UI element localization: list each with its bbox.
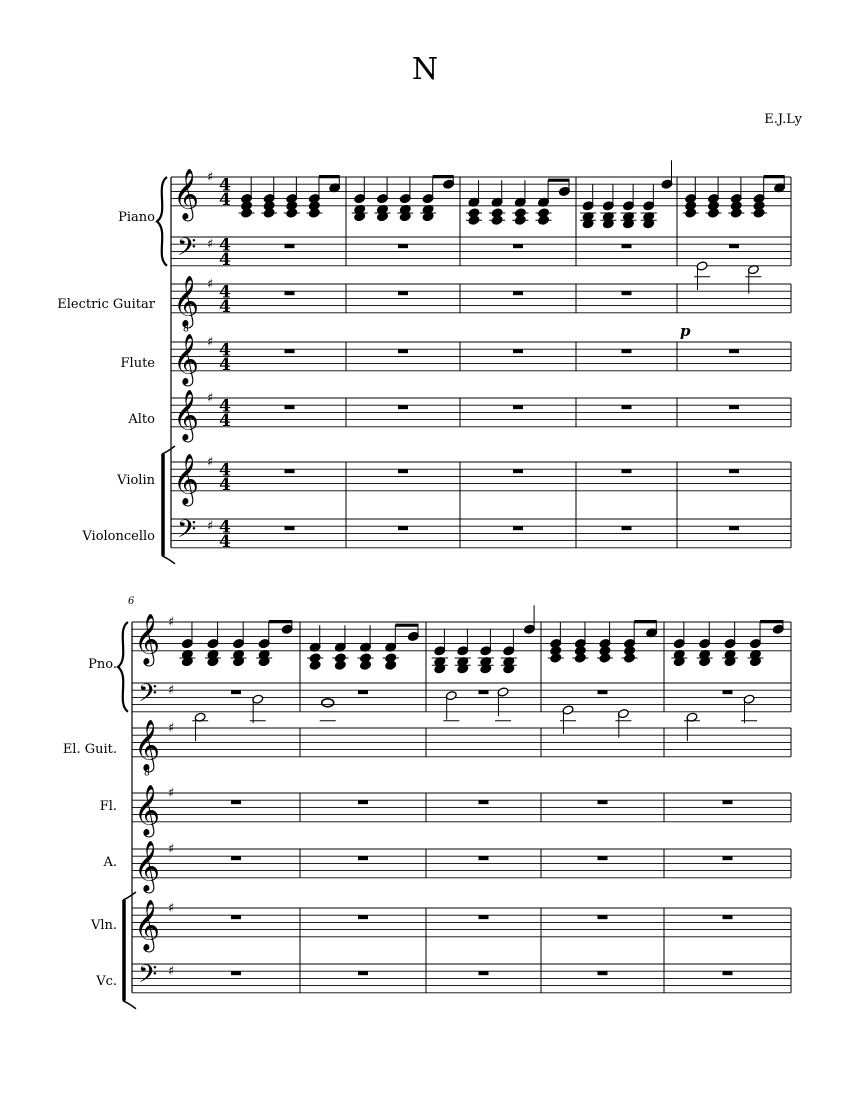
sharp-icon: ♯	[207, 455, 214, 470]
sharp-icon: ♯	[168, 786, 175, 801]
instrument-name-flute-short: Fl.	[99, 799, 117, 814]
whole-rest	[285, 349, 295, 353]
sharp-icon: ♯	[168, 721, 175, 736]
whole-rest	[513, 244, 523, 248]
bracket-end	[123, 1001, 136, 1009]
whole-rest	[729, 349, 739, 353]
treble-clef-icon: 𝄞	[134, 840, 161, 892]
instrument-name-violin: Violin	[117, 473, 155, 488]
whole-rest	[358, 800, 368, 804]
whole-rest	[285, 405, 295, 409]
instrument-name-alto: Alto	[128, 412, 155, 427]
whole-rest	[513, 291, 523, 295]
measure-number: 6	[128, 596, 135, 607]
sharp-icon: ♯	[168, 964, 175, 980]
whole-rest	[479, 915, 489, 919]
whole-rest	[358, 856, 368, 860]
time-signature-denominator: 4	[219, 354, 231, 375]
sharp-icon: ♯	[207, 170, 214, 185]
sharp-icon: ♯	[207, 391, 214, 406]
treble-clef-icon: 𝄞	[173, 453, 200, 505]
treble-clef-icon: 𝄞	[134, 784, 161, 836]
treble-clef-icon: 𝄞	[173, 333, 200, 385]
bass-clef-icon: 𝄢	[177, 233, 197, 269]
note-head	[322, 699, 334, 707]
bass-clef-icon: 𝄢	[138, 960, 158, 996]
whole-rest	[723, 690, 733, 694]
whole-rest	[622, 526, 632, 530]
whole-rest	[358, 690, 368, 694]
treble-clef-icon: 𝄞	[173, 168, 200, 220]
treble-clef-icon: 𝄞	[173, 275, 200, 327]
whole-rest	[729, 526, 739, 530]
whole-rest	[513, 349, 523, 353]
time-signature-numerator: 4	[219, 340, 231, 361]
bass-clef-icon: 𝄢	[138, 679, 158, 715]
time-signature-denominator: 4	[219, 410, 231, 431]
time-signature-numerator: 4	[219, 460, 231, 481]
whole-rest	[231, 856, 241, 860]
whole-rest	[622, 405, 632, 409]
whole-rest	[598, 915, 608, 919]
instrument-name-piano: Piano	[118, 210, 155, 225]
whole-rest	[598, 971, 608, 975]
sharp-icon: ♯	[168, 683, 175, 699]
whole-rest	[231, 690, 241, 694]
octave-8-mark: 8	[183, 324, 189, 335]
treble-clef-icon: 𝄞	[173, 389, 200, 441]
sharp-icon: ♯	[168, 901, 175, 916]
whole-rest	[479, 971, 489, 975]
sharp-icon: ♯	[207, 519, 214, 535]
whole-rest	[729, 405, 739, 409]
whole-rest	[723, 856, 733, 860]
whole-rest	[285, 526, 295, 530]
instrument-name-electric-guitar: Electric Guitar	[57, 297, 155, 312]
whole-rest	[398, 291, 408, 295]
instrument-name-violoncello: Violoncello	[82, 529, 155, 544]
sharp-icon: ♯	[207, 237, 214, 253]
whole-rest	[479, 690, 489, 694]
sharp-icon: ♯	[168, 615, 175, 630]
time-signature-denominator: 4	[219, 189, 231, 210]
instrument-name-violin-short: Vln.	[90, 918, 117, 933]
sharp-icon: ♯	[207, 277, 214, 292]
whole-rest	[598, 690, 608, 694]
piano-brace	[157, 177, 167, 266]
time-signature-denominator: 4	[219, 249, 231, 270]
whole-rest	[723, 915, 733, 919]
whole-rest	[398, 349, 408, 353]
sharp-icon: ♯	[207, 335, 214, 350]
whole-rest	[513, 405, 523, 409]
whole-rest	[723, 800, 733, 804]
whole-rest	[729, 244, 739, 248]
whole-rest	[358, 971, 368, 975]
bass-clef-icon: 𝄢	[177, 515, 197, 551]
whole-rest	[729, 469, 739, 473]
instrument-name-piano-short: Pno.	[88, 657, 117, 672]
whole-rest	[398, 244, 408, 248]
whole-rest	[398, 469, 408, 473]
dynamic-piano-mark: p	[680, 322, 691, 340]
time-signature-numerator: 4	[219, 175, 231, 196]
time-signature-numerator: 4	[219, 235, 231, 256]
time-signature-numerator: 4	[219, 396, 231, 417]
instrument-name-violoncello-short: Vc.	[96, 974, 117, 989]
time-signature-denominator: 4	[219, 474, 231, 495]
whole-rest	[231, 800, 241, 804]
whole-rest	[285, 291, 295, 295]
time-signature-numerator: 4	[219, 282, 231, 303]
whole-rest	[622, 349, 632, 353]
bracket-end	[162, 556, 175, 564]
octave-8-mark: 8	[144, 768, 150, 779]
whole-rest	[598, 800, 608, 804]
whole-rest	[479, 856, 489, 860]
whole-rest	[285, 469, 295, 473]
treble-clef-icon: 𝄞	[134, 899, 161, 951]
composer: E.J.Ly	[764, 112, 802, 127]
whole-rest	[358, 915, 368, 919]
sharp-icon: ♯	[168, 842, 175, 857]
whole-rest	[622, 291, 632, 295]
whole-rest	[398, 405, 408, 409]
treble-clef-icon: 𝄞	[134, 613, 161, 665]
whole-rest	[479, 800, 489, 804]
whole-rest	[231, 971, 241, 975]
whole-rest	[598, 856, 608, 860]
time-signature-denominator: 4	[219, 296, 231, 317]
score-title: N	[411, 52, 439, 87]
whole-rest	[231, 915, 241, 919]
treble-clef-icon: 𝄞	[134, 719, 161, 771]
whole-rest	[285, 244, 295, 248]
time-signature-denominator: 4	[219, 531, 231, 552]
whole-rest	[513, 526, 523, 530]
instrument-name-flute: Flute	[120, 356, 155, 371]
whole-rest	[398, 526, 408, 530]
whole-rest	[513, 469, 523, 473]
piano-brace	[118, 622, 128, 712]
whole-rest	[622, 469, 632, 473]
instrument-name-alto-short: A.	[103, 855, 117, 870]
time-signature-numerator: 4	[219, 517, 231, 538]
instrument-name-electric-guitar-short: El. Guit.	[62, 742, 117, 757]
whole-rest	[622, 244, 632, 248]
whole-rest	[723, 971, 733, 975]
